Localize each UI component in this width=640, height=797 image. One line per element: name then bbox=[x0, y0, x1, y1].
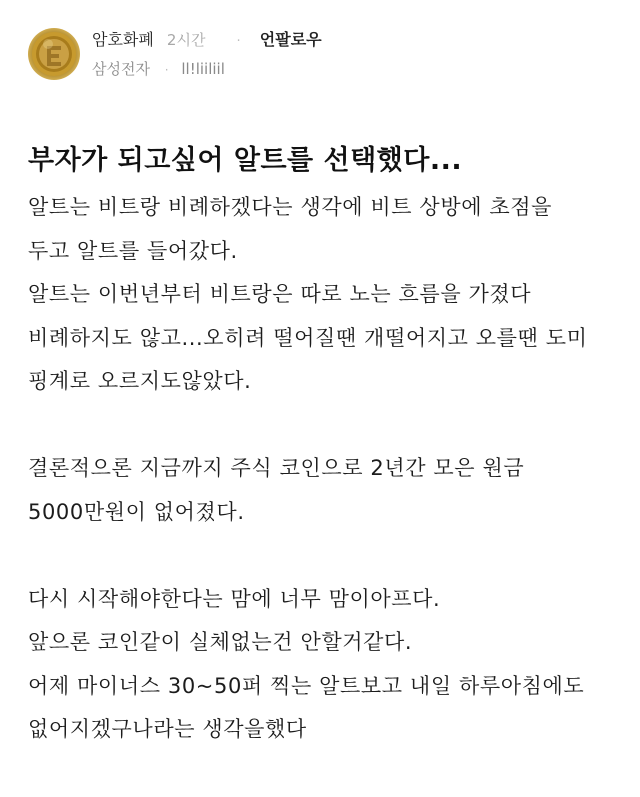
gold-coin-icon bbox=[28, 28, 80, 80]
post-title: 부자가 되고싶어 알트를 선택했다... bbox=[28, 145, 463, 176]
meta-row bbox=[92, 28, 620, 52]
post-body bbox=[28, 186, 624, 752]
separator-dot: · bbox=[236, 34, 241, 49]
body-line: 5000만원이 없어졌다. bbox=[28, 499, 245, 524]
body-line: 핑계로 오르지도않았다. bbox=[28, 369, 252, 393]
body-line: 결론적으론 지금까지 주식 코인으로 2년간 모은 원금 bbox=[28, 456, 525, 480]
sub-author: ll!liiliil bbox=[181, 60, 225, 78]
body-line: 두고 알트를 들어갔다. bbox=[28, 238, 238, 263]
separator-dot: · bbox=[164, 63, 169, 77]
body-spacer bbox=[28, 534, 624, 578]
unfollow-button[interactable]: 언팔로우 bbox=[259, 30, 322, 49]
body-line: 어제 마이너스 30~50퍼 찍는 알트보고 내일 하루아침에도 bbox=[28, 673, 585, 698]
avatar[interactable] bbox=[28, 28, 80, 80]
body-line: 없어지겠구나라는 생각을했다 bbox=[28, 717, 307, 741]
meta-subrow bbox=[92, 58, 620, 80]
body-line: 알트는 이번년부터 비트랑은 따로 노는 흐름을 가졌다 bbox=[28, 282, 532, 306]
body-line: 다시 시작해야한다는 맘에 너무 맘이아프다. bbox=[28, 586, 441, 611]
author-name[interactable]: 암호화폐 bbox=[92, 30, 154, 49]
body-line: 비례하지도 않고...오히려 떨어질땐 개떨어지고 오를땐 도미 bbox=[28, 325, 588, 350]
post-header bbox=[28, 28, 620, 84]
category-label[interactable]: 삼성전자 bbox=[92, 60, 150, 78]
body-line: 알트는 비트랑 비례하겠다는 생각에 비트 상방에 초점을 bbox=[28, 195, 553, 219]
body-line: 앞으론 코인같이 실체없는건 안할거같다. bbox=[28, 630, 413, 654]
post-time: 2시간 bbox=[166, 31, 206, 49]
post-meta bbox=[92, 28, 620, 80]
body-spacer bbox=[28, 404, 624, 448]
